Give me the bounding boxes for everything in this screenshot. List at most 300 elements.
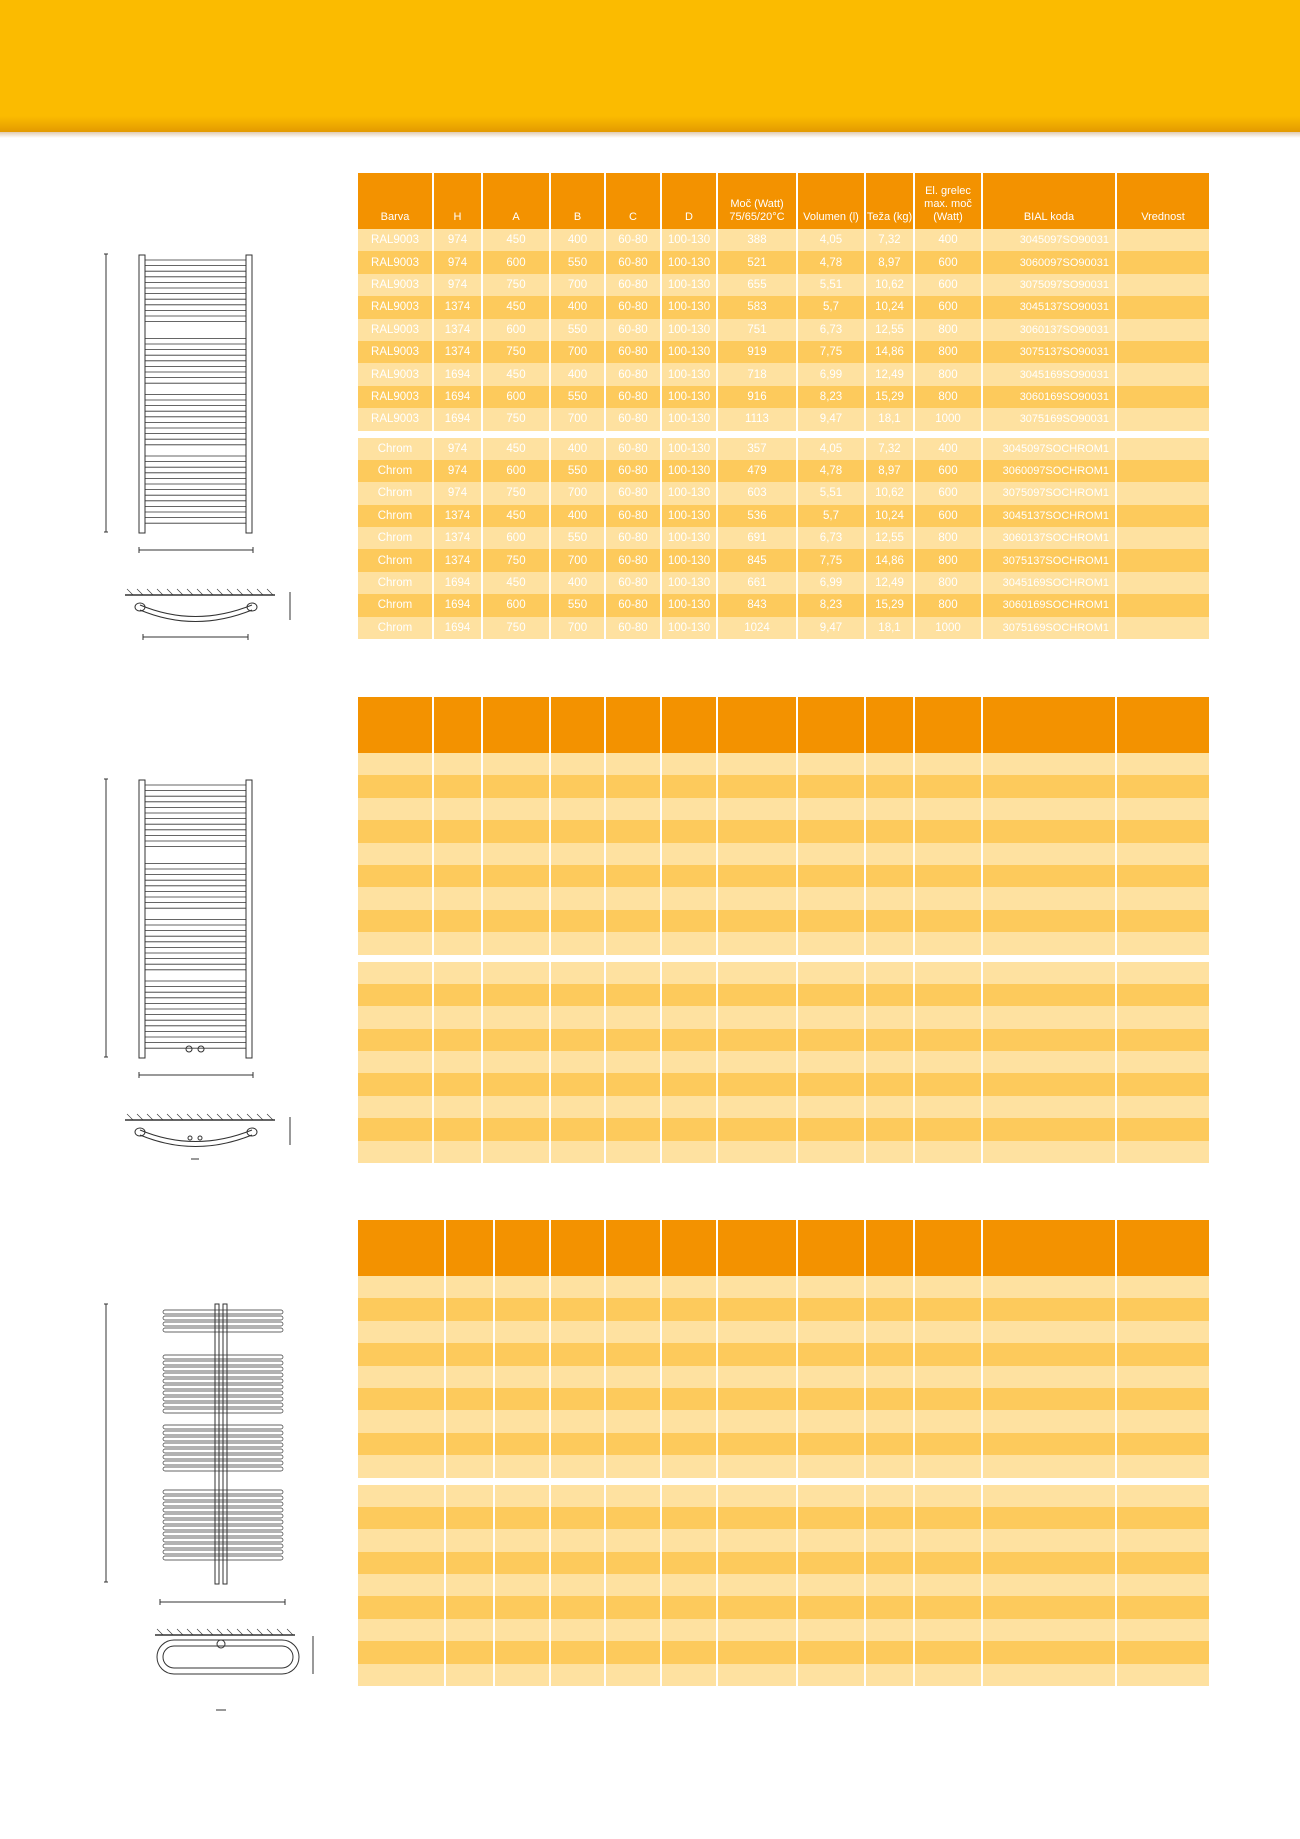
- column-header: Volumen (l): [798, 173, 864, 229]
- table-cell: [551, 1619, 604, 1641]
- table-cell: 400: [551, 229, 604, 251]
- table-cell: [1117, 1388, 1209, 1410]
- table-row: [358, 753, 1209, 775]
- table-cell: [798, 1485, 864, 1507]
- table-cell: [798, 962, 864, 984]
- table-cell: [662, 1641, 716, 1663]
- table-cell: [1117, 549, 1209, 571]
- column-header: Barva: [358, 173, 432, 229]
- table-cell: [358, 1485, 444, 1507]
- table-cell: [551, 932, 604, 954]
- table-cell: 5,7: [798, 296, 864, 318]
- table-cell: [1117, 1410, 1209, 1432]
- table-cell: 600: [915, 296, 981, 318]
- table-cell: [358, 1596, 444, 1618]
- table-cell: [866, 865, 913, 887]
- table-row: [358, 341, 1209, 363]
- table-row: [358, 1507, 1209, 1529]
- table-cell: [1117, 1073, 1209, 1095]
- table-cell: [915, 1574, 981, 1596]
- table-row: [358, 1552, 1209, 1574]
- table-cell: [662, 1485, 716, 1507]
- table-cell: [798, 1664, 864, 1686]
- table-cell: 536: [718, 505, 796, 527]
- table-cell: 400: [915, 438, 981, 460]
- table-cell: [1117, 1574, 1209, 1596]
- table-cell: [495, 1485, 549, 1507]
- table-cell: [495, 1433, 549, 1455]
- column-header: [915, 1220, 981, 1276]
- table-cell: [915, 843, 981, 865]
- table-cell: [446, 1574, 493, 1596]
- column-header: [915, 697, 981, 753]
- table-cell: [434, 887, 481, 909]
- table-cell: [483, 843, 549, 865]
- table-cell: 1374: [434, 296, 481, 318]
- table-row: [358, 887, 1209, 909]
- table-cell: [358, 753, 432, 775]
- table-cell: 1024: [718, 617, 796, 639]
- column-header: [983, 697, 1115, 753]
- table-cell: 100-130: [662, 549, 716, 571]
- table-cell: [1117, 363, 1209, 385]
- table-cell: 450: [483, 572, 549, 594]
- table-cell: [915, 1321, 981, 1343]
- table-row: [358, 1343, 1209, 1365]
- table-row: [358, 296, 1209, 318]
- table-cell: [606, 1141, 660, 1163]
- column-header: [798, 1220, 864, 1276]
- table-cell: [358, 1096, 432, 1118]
- table-cell: 3045137SO90031: [983, 296, 1115, 318]
- table-cell: [866, 1029, 913, 1051]
- table-cell: [358, 887, 432, 909]
- table-cell: 479: [718, 460, 796, 482]
- table-cell: 400: [551, 438, 604, 460]
- table-cell: [495, 1641, 549, 1663]
- table-cell: 3060169SOCHROM1: [983, 594, 1115, 616]
- table-cell: 100-130: [662, 594, 716, 616]
- table-cell: 14,86: [866, 341, 913, 363]
- table-cell: [606, 843, 660, 865]
- table-cell: [718, 887, 796, 909]
- table-cell: 4,78: [798, 251, 864, 273]
- table-cell: 10,24: [866, 505, 913, 527]
- table-row: [358, 1298, 1209, 1320]
- table-cell: [983, 865, 1115, 887]
- table-cell: [866, 932, 913, 954]
- table-cell: [718, 910, 796, 932]
- table-cell: [606, 1366, 660, 1388]
- table-cell: [495, 1552, 549, 1574]
- table-cell: [718, 1276, 796, 1298]
- section-gap: [358, 955, 1209, 962]
- table-cell: [495, 1298, 549, 1320]
- table-cell: [662, 962, 716, 984]
- table-cell: [983, 910, 1115, 932]
- table-cell: 700: [551, 274, 604, 296]
- table-cell: [606, 1298, 660, 1320]
- table-cell: [495, 1596, 549, 1618]
- table-cell: [866, 1321, 913, 1343]
- table-cell: [718, 1507, 796, 1529]
- table-row: [358, 843, 1209, 865]
- table-cell: 1000: [915, 408, 981, 430]
- table-cell: [983, 1321, 1115, 1343]
- table-cell: [983, 1529, 1115, 1551]
- table-cell: [495, 1343, 549, 1365]
- table-cell: [718, 1388, 796, 1410]
- table-cell: [915, 1366, 981, 1388]
- table-cell: [551, 1641, 604, 1663]
- table-cell: [358, 865, 432, 887]
- table-cell: [718, 1485, 796, 1507]
- table-cell: 700: [551, 341, 604, 363]
- table-cell: [662, 1096, 716, 1118]
- table-cell: [551, 887, 604, 909]
- table-cell: 400: [915, 229, 981, 251]
- table-cell: [798, 798, 864, 820]
- table-cell: [551, 1664, 604, 1686]
- table-row: [358, 460, 1209, 482]
- table-cell: [983, 1596, 1115, 1618]
- table-cell: 843: [718, 594, 796, 616]
- table-cell: [915, 1410, 981, 1432]
- table-cell: 600: [483, 386, 549, 408]
- table-cell: [551, 1006, 604, 1028]
- table-cell: [358, 1029, 432, 1051]
- column-header: El. grelec max. moč (Watt): [915, 173, 981, 229]
- table-cell: 100-130: [662, 408, 716, 430]
- column-header: B: [551, 173, 604, 229]
- table-cell: [483, 753, 549, 775]
- table-cell: 100-130: [662, 319, 716, 341]
- table-cell: 60-80: [606, 438, 660, 460]
- table-cell: [798, 1118, 864, 1140]
- table-cell: [551, 1433, 604, 1455]
- table-cell: [718, 1343, 796, 1365]
- table-row: [358, 438, 1209, 460]
- table-cell: [1117, 984, 1209, 1006]
- table-cell: [798, 1073, 864, 1095]
- table-cell: [983, 1276, 1115, 1298]
- table-cell: [358, 1073, 432, 1095]
- table-cell: [1117, 1298, 1209, 1320]
- table-cell: [915, 1118, 981, 1140]
- table-cell: [983, 932, 1115, 954]
- table-row: [358, 1433, 1209, 1455]
- table-cell: [446, 1433, 493, 1455]
- table-cell: [1117, 1664, 1209, 1686]
- table-cell: [718, 1641, 796, 1663]
- table-cell: [662, 1552, 716, 1574]
- table-cell: [1117, 1641, 1209, 1663]
- table-cell: 100-130: [662, 386, 716, 408]
- column-header: [866, 1220, 913, 1276]
- table-cell: [551, 1485, 604, 1507]
- table-cell: [915, 887, 981, 909]
- table-cell: 974: [434, 251, 481, 273]
- table-row: [358, 363, 1209, 385]
- table-row: [358, 1410, 1209, 1432]
- table-cell: [866, 1574, 913, 1596]
- table-cell: [798, 1388, 864, 1410]
- table-cell: [483, 932, 549, 954]
- table-cell: [662, 1529, 716, 1551]
- table-row: [358, 798, 1209, 820]
- column-header: [798, 697, 864, 753]
- table-cell: [358, 1507, 444, 1529]
- table-cell: [983, 1118, 1115, 1140]
- table-cell: [551, 1455, 604, 1477]
- table-cell: [915, 984, 981, 1006]
- table-cell: 3060097SOCHROM1: [983, 460, 1115, 482]
- table-cell: [551, 1596, 604, 1618]
- table-cell: [983, 1455, 1115, 1477]
- table-cell: [434, 1118, 481, 1140]
- table-cell: 600: [915, 505, 981, 527]
- table-cell: [434, 910, 481, 932]
- table-row: [358, 1455, 1209, 1477]
- table-cell: 100-130: [662, 482, 716, 504]
- table-row: [358, 527, 1209, 549]
- table-cell: [662, 910, 716, 932]
- column-header: [662, 697, 716, 753]
- table-cell: [434, 1006, 481, 1028]
- table-row: [358, 1073, 1209, 1095]
- table-cell: [915, 820, 981, 842]
- table-row: [358, 1366, 1209, 1388]
- table-row: [358, 1596, 1209, 1618]
- table-cell: [1117, 1276, 1209, 1298]
- table-cell: [1117, 341, 1209, 363]
- table-cell: [606, 962, 660, 984]
- table-cell: [434, 843, 481, 865]
- table-cell: [434, 820, 481, 842]
- table-cell: 12,49: [866, 363, 913, 385]
- table-cell: [798, 1529, 864, 1551]
- table-cell: [606, 887, 660, 909]
- table-cell: [1117, 1118, 1209, 1140]
- table-row: [358, 408, 1209, 430]
- table-cell: [866, 775, 913, 797]
- table-cell: 10,62: [866, 482, 913, 504]
- spec-table-1: [356, 173, 1211, 639]
- table-cell: [915, 798, 981, 820]
- table-cell: 974: [434, 460, 481, 482]
- table-cell: [483, 820, 549, 842]
- table-cell: [551, 1029, 604, 1051]
- table-cell: 521: [718, 251, 796, 273]
- table-cell: [358, 932, 432, 954]
- table-cell: 6,99: [798, 363, 864, 385]
- table-cell: [551, 1366, 604, 1388]
- table-cell: [662, 1507, 716, 1529]
- table-cell: [1117, 1051, 1209, 1073]
- table-cell: [798, 932, 864, 954]
- table-cell: 4,78: [798, 460, 864, 482]
- column-header: C: [606, 173, 660, 229]
- table-cell: [866, 1343, 913, 1365]
- table-row: [358, 865, 1209, 887]
- table-cell: [495, 1366, 549, 1388]
- table-cell: [483, 1096, 549, 1118]
- table-cell: [606, 1574, 660, 1596]
- table-cell: [915, 1455, 981, 1477]
- table-cell: [1117, 1485, 1209, 1507]
- table-cell: 5,51: [798, 482, 864, 504]
- table-cell: [915, 753, 981, 775]
- table-cell: Chrom: [358, 549, 432, 571]
- table-cell: 1694: [434, 617, 481, 639]
- spec-table-3: [356, 1220, 1211, 1686]
- table-cell: 100-130: [662, 572, 716, 594]
- table-cell: 600: [915, 482, 981, 504]
- table-cell: [718, 1051, 796, 1073]
- table-cell: [483, 865, 549, 887]
- table-cell: 7,75: [798, 549, 864, 571]
- table-cell: [483, 1141, 549, 1163]
- table-row: [358, 775, 1209, 797]
- table-cell: [1117, 843, 1209, 865]
- table-cell: RAL9003: [358, 274, 432, 296]
- table-row: [358, 386, 1209, 408]
- table-cell: 6,73: [798, 319, 864, 341]
- table-cell: [915, 1096, 981, 1118]
- table-cell: 916: [718, 386, 796, 408]
- table-cell: [866, 1366, 913, 1388]
- table-cell: [798, 1552, 864, 1574]
- table-cell: [358, 1552, 444, 1574]
- table-cell: [434, 1029, 481, 1051]
- table-cell: 3075137SOCHROM1: [983, 549, 1115, 571]
- table-cell: [798, 1298, 864, 1320]
- table-cell: 3075097SOCHROM1: [983, 482, 1115, 504]
- table-row: [358, 1051, 1209, 1073]
- table-cell: [1117, 910, 1209, 932]
- table-cell: [866, 1276, 913, 1298]
- table-cell: [606, 1552, 660, 1574]
- table-cell: [718, 1410, 796, 1432]
- table-cell: [662, 1298, 716, 1320]
- table-cell: [866, 1485, 913, 1507]
- table-cell: Chrom: [358, 505, 432, 527]
- table-cell: 700: [551, 408, 604, 430]
- table-cell: [718, 775, 796, 797]
- table-cell: [798, 910, 864, 932]
- table-cell: 3045097SO90031: [983, 229, 1115, 251]
- table-cell: [983, 1641, 1115, 1663]
- table-cell: 60-80: [606, 527, 660, 549]
- table-cell: [983, 962, 1115, 984]
- table-cell: [495, 1574, 549, 1596]
- table-cell: [915, 1141, 981, 1163]
- table-cell: [915, 1276, 981, 1298]
- table-cell: [866, 1552, 913, 1574]
- table-cell: [1117, 527, 1209, 549]
- table-cell: 600: [483, 460, 549, 482]
- table-cell: [662, 1051, 716, 1073]
- table-cell: Chrom: [358, 482, 432, 504]
- table-cell: [434, 798, 481, 820]
- table-cell: Chrom: [358, 438, 432, 460]
- table-cell: [446, 1343, 493, 1365]
- table-cell: [358, 798, 432, 820]
- table-cell: 600: [915, 274, 981, 296]
- table-cell: [798, 1596, 864, 1618]
- table-cell: Chrom: [358, 527, 432, 549]
- table-cell: [358, 1410, 444, 1432]
- table-cell: 1374: [434, 319, 481, 341]
- table-cell: 4,05: [798, 229, 864, 251]
- table-cell: 450: [483, 363, 549, 385]
- table-cell: 700: [551, 482, 604, 504]
- table-cell: [662, 1029, 716, 1051]
- column-header: [1117, 1220, 1209, 1276]
- table-cell: [798, 1006, 864, 1028]
- table-cell: [358, 1118, 432, 1140]
- table-cell: 800: [915, 363, 981, 385]
- table-cell: [1117, 408, 1209, 430]
- table-cell: 1694: [434, 386, 481, 408]
- column-header: [866, 697, 913, 753]
- table-cell: [662, 753, 716, 775]
- table-cell: [551, 962, 604, 984]
- table-cell: [606, 1051, 660, 1073]
- table-row: [358, 482, 1209, 504]
- table-cell: [662, 1664, 716, 1686]
- table-cell: [1117, 1141, 1209, 1163]
- table-cell: 8,23: [798, 594, 864, 616]
- table-cell: 60-80: [606, 296, 660, 318]
- table-cell: [718, 1664, 796, 1686]
- table-cell: [358, 1433, 444, 1455]
- table-cell: [662, 1276, 716, 1298]
- table-cell: 60-80: [606, 386, 660, 408]
- table-cell: [551, 1321, 604, 1343]
- table-cell: [358, 1641, 444, 1663]
- header-band: [0, 0, 1300, 132]
- table-cell: [662, 798, 716, 820]
- column-header: [358, 1220, 444, 1276]
- table-cell: [1117, 617, 1209, 639]
- table-cell: [718, 1298, 796, 1320]
- table-cell: [1117, 572, 1209, 594]
- table-cell: [662, 932, 716, 954]
- table-cell: [718, 1029, 796, 1051]
- table-cell: [798, 1276, 864, 1298]
- table-cell: [983, 1006, 1115, 1028]
- table-row: [358, 1574, 1209, 1596]
- table-row: [358, 1529, 1209, 1551]
- table-cell: [358, 1455, 444, 1477]
- table-cell: [606, 775, 660, 797]
- table-cell: [1117, 386, 1209, 408]
- table-cell: [1117, 1529, 1209, 1551]
- table-cell: [358, 984, 432, 1006]
- table-cell: [551, 798, 604, 820]
- table-cell: [798, 1507, 864, 1529]
- table-row: [358, 1118, 1209, 1140]
- table-cell: 3075137SO90031: [983, 341, 1115, 363]
- table-cell: [606, 1343, 660, 1365]
- table-cell: [915, 1507, 981, 1529]
- table-cell: 18,1: [866, 617, 913, 639]
- table-cell: 1374: [434, 341, 481, 363]
- table-cell: [495, 1664, 549, 1686]
- table-cell: RAL9003: [358, 229, 432, 251]
- table-cell: [983, 1664, 1115, 1686]
